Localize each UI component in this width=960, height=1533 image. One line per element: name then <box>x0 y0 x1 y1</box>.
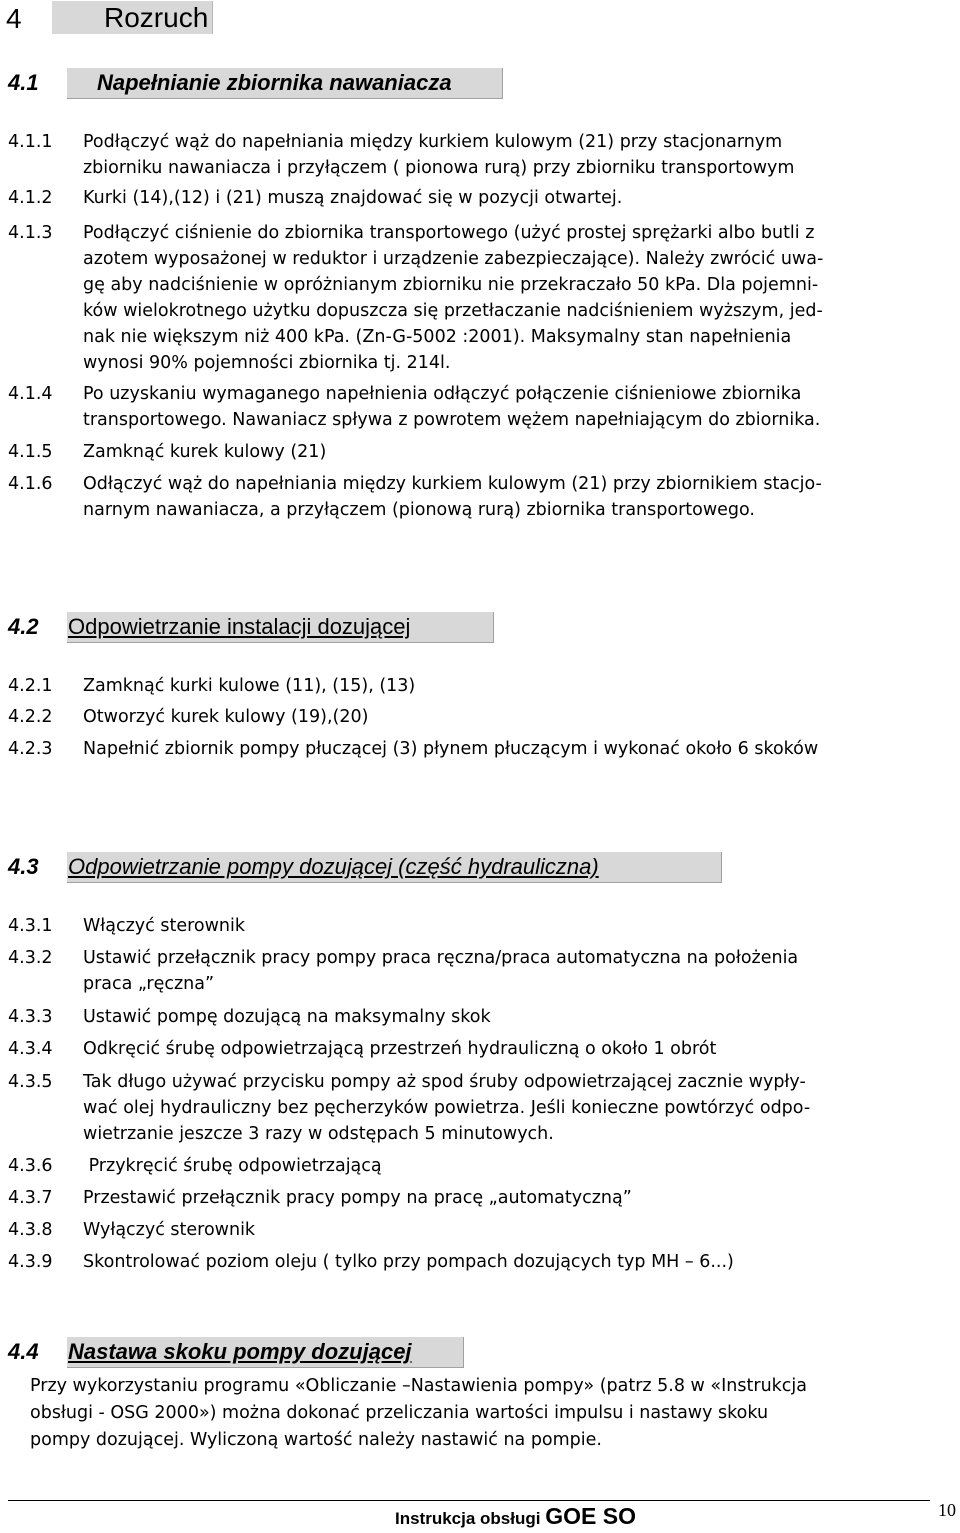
section-title: Nastawa skoku pompy dozującej <box>68 1339 412 1364</box>
item-line: Skontrolować poziom oleju ( tylko przy pompach dozujących typ MH – 6...) <box>83 1252 734 1272</box>
item-number: 4.2.3 <box>8 739 53 759</box>
item-line: azotem wyposażonej w reduktor i urządzenie zabezpieczające). Należy zwrócić uwa- <box>83 249 824 269</box>
item-line: Podłączyć ciśnienie do zbiornika transportowego (użyć prostej sprężarki albo butli z <box>83 223 815 243</box>
list-item <box>83 913 953 939</box>
section-number: 4.3 <box>8 854 39 879</box>
list-item <box>83 1004 953 1030</box>
section-number: 4.2 <box>8 614 39 639</box>
section-title: Napełnianie zbiornika nawaniacza <box>97 70 452 95</box>
section-title: Odpowietrzanie instalacji dozującej <box>68 614 411 639</box>
item-line: Włączyć sterownik <box>83 916 246 936</box>
item-number: 4.1.5 <box>8 442 53 462</box>
item-number: 4.2.2 <box>8 707 53 727</box>
section-number: 4.1 <box>8 70 39 95</box>
item-line: wynosi 90% pojemności zbiornika tj. 214l. <box>83 353 451 373</box>
list-item <box>83 1036 953 1062</box>
item-number: 4.2.1 <box>8 676 53 696</box>
item-number: 4.3.3 <box>8 1007 53 1027</box>
item-line: Zamknąć kurki kulowe (11), (15), (13) <box>83 676 416 696</box>
list-item <box>83 673 953 699</box>
list-item <box>83 129 953 181</box>
item-line: gę aby nadciśnienie w opróżnianym zbiorniku nie przekraczało 50 kPa. Dla pojemni- <box>83 275 819 295</box>
list-item <box>83 736 953 762</box>
list-item <box>83 439 953 465</box>
footer-title <box>395 1503 636 1530</box>
item-line: Podłączyć wąż do napełniania między kurkiem kulowym (21) przy stacjonarnym <box>83 132 783 152</box>
item-number: 4.3.2 <box>8 948 53 968</box>
section-title: Odpowietrzanie pompy dozującej (część hydrauliczna) <box>68 854 599 879</box>
item-line: Tak długo używać przycisku pompy aż spod śruby odpowietrzającej zacznie wypły- <box>83 1072 806 1092</box>
item-line: wać olej hydrauliczny bez pęcherzyków powietrza. Jeśli konieczne powtórzyć odpo- <box>83 1098 811 1118</box>
item-number: 4.1.3 <box>8 223 53 243</box>
item-number: 4.1.4 <box>8 384 53 404</box>
list-item <box>83 704 953 730</box>
footer-model: GOE SO <box>545 1503 636 1529</box>
item-line: Ustawić pompę dozującą na maksymalny skok <box>83 1007 491 1027</box>
list-item <box>83 945 953 997</box>
item-line: Kurki (14),(12) i (21) muszą znajdować się w pozycji otwartej. <box>83 188 623 208</box>
item-number: 4.3.6 <box>8 1156 53 1176</box>
item-line: Wyłączyć sterownik <box>83 1220 256 1240</box>
item-number: 4.1.2 <box>8 188 53 208</box>
item-line: Ustawić przełącznik pracy pompy praca ręczna/praca automatyczna na położenia <box>83 948 799 968</box>
item-number: 4.3.4 <box>8 1039 53 1059</box>
item-number: 4.3.9 <box>8 1252 53 1272</box>
page-number: 10 <box>938 1500 956 1520</box>
footer-prefix: Instrukcja obsługi <box>395 1509 541 1528</box>
item-line: transportowego. Nawaniacz spływa z powrotem wężem napełniającym do zbiornika. <box>83 410 821 430</box>
item-line: ków wielokrotnego użytku dopuszcza się przetłaczanie nadciśnieniem wyższym, jed- <box>83 301 823 321</box>
section-paragraph <box>30 1373 950 1454</box>
item-line: zbiorniku nawaniacza i przyłączem ( pionowa rurą) przy zbiorniku transportowym <box>83 158 795 178</box>
item-line: Odkręcić śrubę odpowietrzającą przestrzeń hydrauliczną o około 1 obrót <box>83 1039 717 1059</box>
item-line: wietrzanie jeszcze 3 razy w odstępach 5 minutowych. <box>83 1124 554 1144</box>
item-line: Odłączyć wąż do napełniania między kurkiem kulowym (21) przy zbiornikiem stacjo- <box>83 474 822 494</box>
list-item <box>83 1153 953 1179</box>
list-item <box>83 220 953 376</box>
item-line: Przestawić przełącznik pracy pompy na pracę „automatyczną” <box>83 1188 632 1208</box>
item-number: 4.3.5 <box>8 1072 53 1092</box>
heading-number: 4 <box>6 3 22 34</box>
section-number: 4.4 <box>8 1339 39 1364</box>
item-line: nak nie większym niż 400 kPa. (Zn-G-5002 :2001). Maksymalny stan napełnienia <box>83 327 792 347</box>
item-number: 4.3.7 <box>8 1188 53 1208</box>
list-item <box>83 1217 953 1243</box>
paragraph-line: Przy wykorzystaniu programu «Obliczanie –Nastawienia pompy» (patrz 5.8 w «Instrukcja <box>30 1376 807 1396</box>
item-number: 4.3.8 <box>8 1220 53 1240</box>
item-line: Napełnić zbiornik pompy płuczącej (3) płynem płuczącym i wykonać około 6 skoków <box>83 739 819 759</box>
paragraph-line: pompy dozującej. Wyliczoną wartość należy nastawić na pompie. <box>30 1430 602 1450</box>
item-number: 4.1.1 <box>8 132 53 152</box>
paragraph-line: obsługi - OSG 2000») można dokonać przeliczania wartości impulsu i nastawy skoku <box>30 1403 769 1423</box>
item-line: Zamknąć kurek kulowy (21) <box>83 442 327 462</box>
item-line: Otworzyć kurek kulowy (19),(20) <box>83 707 369 727</box>
list-item <box>83 1069 953 1147</box>
item-line: Po uzyskaniu wymaganego napełnienia odłączyć połączenie ciśnieniowe zbiornika <box>83 384 802 404</box>
item-number: 4.1.6 <box>8 474 53 494</box>
item-number: 4.3.1 <box>8 916 53 936</box>
item-line: Przykręcić śrubę odpowietrzającą <box>83 1156 382 1176</box>
list-item <box>83 1185 953 1211</box>
list-item <box>83 185 953 211</box>
item-line: praca „ręczna” <box>83 974 215 994</box>
footer-rule <box>8 1500 930 1501</box>
heading-title: Rozruch <box>104 2 209 33</box>
list-item <box>83 471 953 523</box>
list-item <box>83 1249 953 1275</box>
list-item <box>83 381 953 433</box>
item-line: narnym nawaniacza, a przyłączem (pionową rurą) zbiornika transportowego. <box>83 500 755 520</box>
